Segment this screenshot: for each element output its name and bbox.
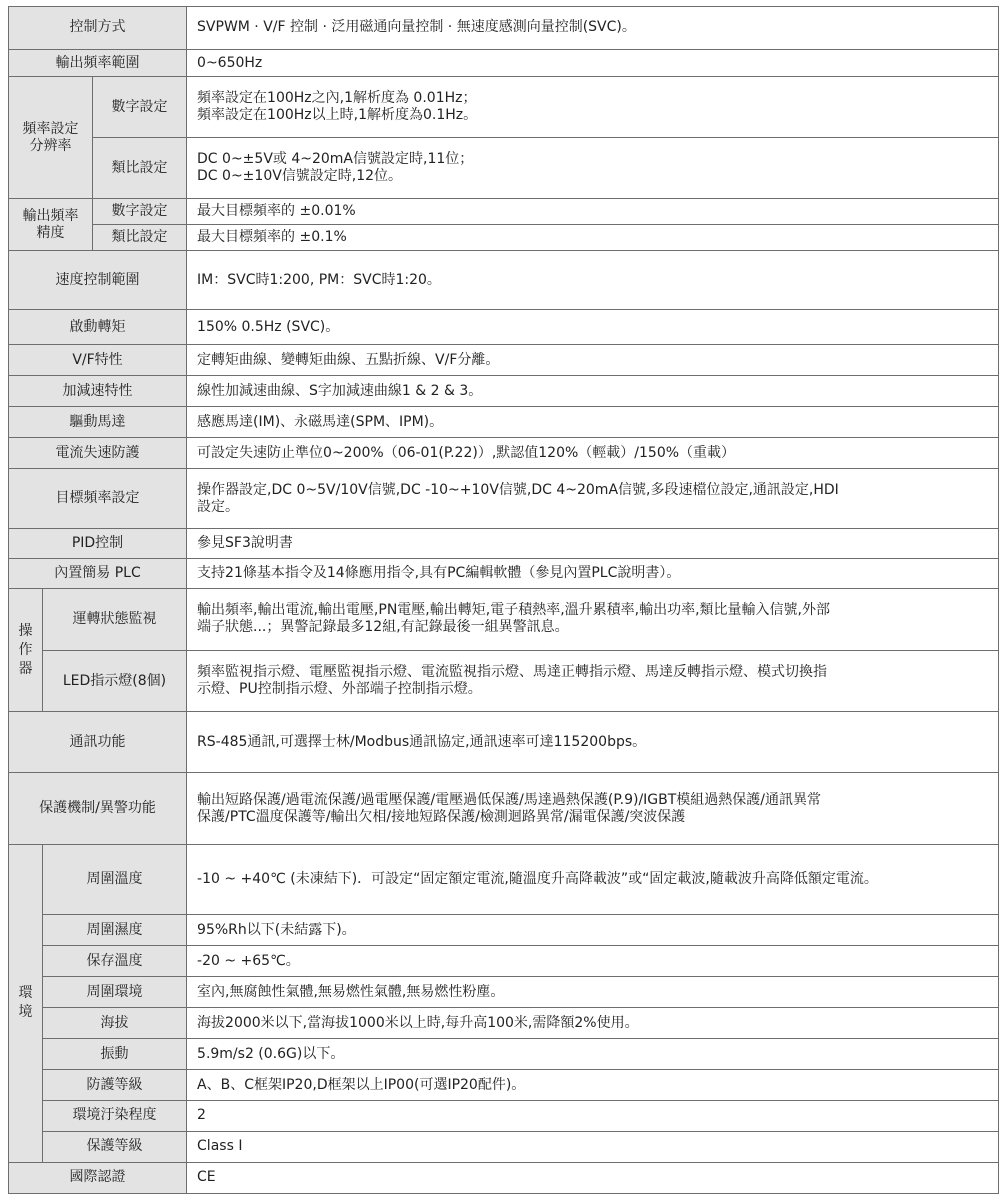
row-label-plc: 內置簡易 PLC: [9, 558, 187, 588]
row-label-freq-accuracy-analog: 類比設定: [93, 224, 187, 251]
row-label-drive-motor: 驅動馬達: [9, 407, 187, 438]
row-value-comm: RS-485通訊,可選擇士林/Modbus通訊協定,通訊速率可達115200bps。: [187, 712, 999, 773]
row-value-vf-char: 定轉矩曲線、變轉矩曲線、五點折線、V/F分離。: [187, 345, 999, 376]
table-row: [9, 1070, 999, 1101]
row-label-accel-char: 加減速特性: [9, 376, 187, 407]
row-label-pid: PID控制: [9, 528, 187, 558]
row-label-freq-accuracy-digital: 數字設定: [93, 199, 187, 225]
row-label-humidity: 周圍濕度: [43, 915, 187, 946]
table-row: [9, 310, 999, 345]
row-value-output-freq-range: 0~650Hz: [187, 49, 999, 77]
row-label-storage-temp: 保存溫度: [43, 946, 187, 977]
row-label-vf-char: V/F特性: [9, 345, 187, 376]
row-label-certification: 國際認證: [9, 1162, 187, 1193]
group-label-environment-text: 環 境: [18, 985, 33, 1021]
table-row: [9, 407, 999, 438]
spec-table: [8, 6, 999, 1194]
row-value-protection: 輸出短路保護/過電流保護/過電壓保護/電壓過低保護/馬達過熱保護(P.9)/IGBT模組過熱保護/通訊異常 保護/PTC溫度保護等/輸出欠相/接地短路保護/檢測迴路異常/漏電保護/突波保護: [187, 773, 999, 845]
row-label-operator-led: LED指示燈(8個): [43, 650, 187, 712]
row-value-accel-char: 線性加減速曲線、S字加減速曲線1 & 2 & 3。: [187, 376, 999, 407]
table-row: [9, 650, 999, 712]
row-label-operator-monitor: 運轉狀態監視: [43, 588, 187, 650]
table-row: [9, 138, 999, 199]
table-row: [9, 345, 999, 376]
row-value-freq-resolution-analog: DC 0~±5V或 4~20mA信號設定時,11位； DC 0~±10V信號設定時,12位。: [187, 138, 999, 199]
group-label-operator: [9, 588, 43, 712]
row-value-control-method: SVPWM · V/F 控制 · 泛用磁通向量控制 · 無速度感測向量控制(SVC)。: [187, 7, 999, 50]
row-label-ambient-temp: 周圍溫度: [43, 844, 187, 914]
row-value-certification: CE: [187, 1162, 999, 1193]
row-value-humidity: 95%Rh以下(未結露下)。: [187, 915, 999, 946]
row-value-start-torque: 150% 0.5Hz (SVC)。: [187, 310, 999, 345]
row-label-altitude: 海拔: [43, 1008, 187, 1039]
row-value-freq-accuracy-digital: 最大目標頻率的 ±0.01%: [187, 199, 999, 225]
row-value-freq-resolution-digital: 頻率設定在100Hz之內,1解析度為 0.01Hz； 頻率設定在100Hz以上時,1解析度為0.1Hz。: [187, 77, 999, 138]
row-label-control-method: 控制方式: [9, 7, 187, 50]
row-value-storage-temp: -20 ~ +65℃。: [187, 946, 999, 977]
row-label-target-freq: 目標頻率設定: [9, 469, 187, 529]
table-row: [9, 49, 999, 77]
table-row: [9, 712, 999, 773]
table-row: [9, 588, 999, 650]
row-label-vibration: 振動: [43, 1039, 187, 1070]
row-label-output-freq-range: 輸出頻率範圍: [9, 49, 187, 77]
row-value-target-freq: 操作器設定,DC 0~5V/10V信號,DC -10~+10V信號,DC 4~20mA信號,多段速檔位設定,通訊設定,HDI 設定。: [187, 469, 999, 529]
row-label-comm: 通訊功能: [9, 712, 187, 773]
row-value-pid: 參見SF3說明書: [187, 528, 999, 558]
row-value-pollution: 2: [187, 1100, 999, 1131]
row-label-protection-class: 保護等級: [43, 1131, 187, 1162]
row-label-protection: 保護機制/異警功能: [9, 773, 187, 845]
table-row: [9, 77, 999, 138]
table-row: [9, 251, 999, 310]
table-row: [9, 7, 999, 50]
row-value-operator-monitor: 輸出頻率,輸出電流,輸出電壓,PN電壓,輸出轉矩,電子積熱率,溫升累積率,輸出功率,類比量輸入信號,外部 端子狀態...；異警記錄最多12組,有記錄最後一組異警訊息。: [187, 588, 999, 650]
table-row: [9, 558, 999, 588]
row-label-freq-resolution-analog: 類比設定: [93, 138, 187, 199]
row-value-protection-class: Class I: [187, 1131, 999, 1162]
table-row: [9, 977, 999, 1008]
row-value-speed-range: IM：SVC時1:200, PM：SVC時1:20。: [187, 251, 999, 310]
row-value-ip-grade: A、B、C框架IP20,D框架以上IP00(可選IP20配件)。: [187, 1070, 999, 1101]
table-row: [9, 1100, 999, 1131]
row-value-stall-protect: 可設定失速防止準位0~200%（06-01(P.22)）,默認值120%（輕載）/150%（重載）: [187, 438, 999, 469]
table-row: [9, 946, 999, 977]
table-row: [9, 469, 999, 529]
table-row: [9, 915, 999, 946]
table-row: [9, 1039, 999, 1070]
table-row: [9, 199, 999, 225]
table-row: [9, 773, 999, 845]
row-value-drive-motor: 感應馬達(IM)、永磁馬達(SPM、IPM)。: [187, 407, 999, 438]
row-value-freq-accuracy-analog: 最大目標頻率的 ±0.1%: [187, 224, 999, 251]
table-row: [9, 1162, 999, 1193]
table-row: [9, 844, 999, 914]
table-row: [9, 438, 999, 469]
row-value-vibration: 5.9m/s2 (0.6G)以下。: [187, 1039, 999, 1070]
group-label-environment: [9, 844, 43, 1162]
row-value-plc: 支持21條基本指令及14條應用指令,具有PC編輯軟體（參見內置PLC說明書）。: [187, 558, 999, 588]
table-row: [9, 528, 999, 558]
row-label-stall-protect: 電流失速防護: [9, 438, 187, 469]
row-label-ip-grade: 防護等級: [43, 1070, 187, 1101]
row-label-pollution: 環境汙染程度: [43, 1100, 187, 1131]
table-row: [9, 376, 999, 407]
row-label-speed-range: 速度控制範圍: [9, 251, 187, 310]
row-label-start-torque: 啟動轉矩: [9, 310, 187, 345]
row-label-freq-resolution-digital: 數字設定: [93, 77, 187, 138]
group-label-operator-text: 操 作 器: [18, 622, 33, 677]
group-label-freq-resolution: 頻率設定 分辨率: [9, 77, 93, 199]
group-label-freq-accuracy: 輸出頻率 精度: [9, 199, 93, 251]
row-value-surroundings: 室內,無腐蝕性氣體,無易燃性氣體,無易燃性粉塵。: [187, 977, 999, 1008]
table-row: [9, 224, 999, 251]
table-row: [9, 1008, 999, 1039]
row-label-surroundings: 周圍環境: [43, 977, 187, 1008]
row-value-ambient-temp: -10 ~ +40℃ (未凍結下)．可設定“固定額定電流,隨溫度升高降載波”或“固定載波,隨載波升高降低額定電流。: [187, 844, 999, 914]
row-value-operator-led: 頻率監視指示燈、電壓監視指示燈、電流監視指示燈、馬達正轉指示燈、馬達反轉指示燈、模式切換指 示燈、PU控制指示燈、外部端子控制指示燈。: [187, 650, 999, 712]
table-row: [9, 1131, 999, 1162]
row-value-altitude: 海拔2000米以下,當海拔1000米以上時,每升高100米,需降額2%使用。: [187, 1008, 999, 1039]
